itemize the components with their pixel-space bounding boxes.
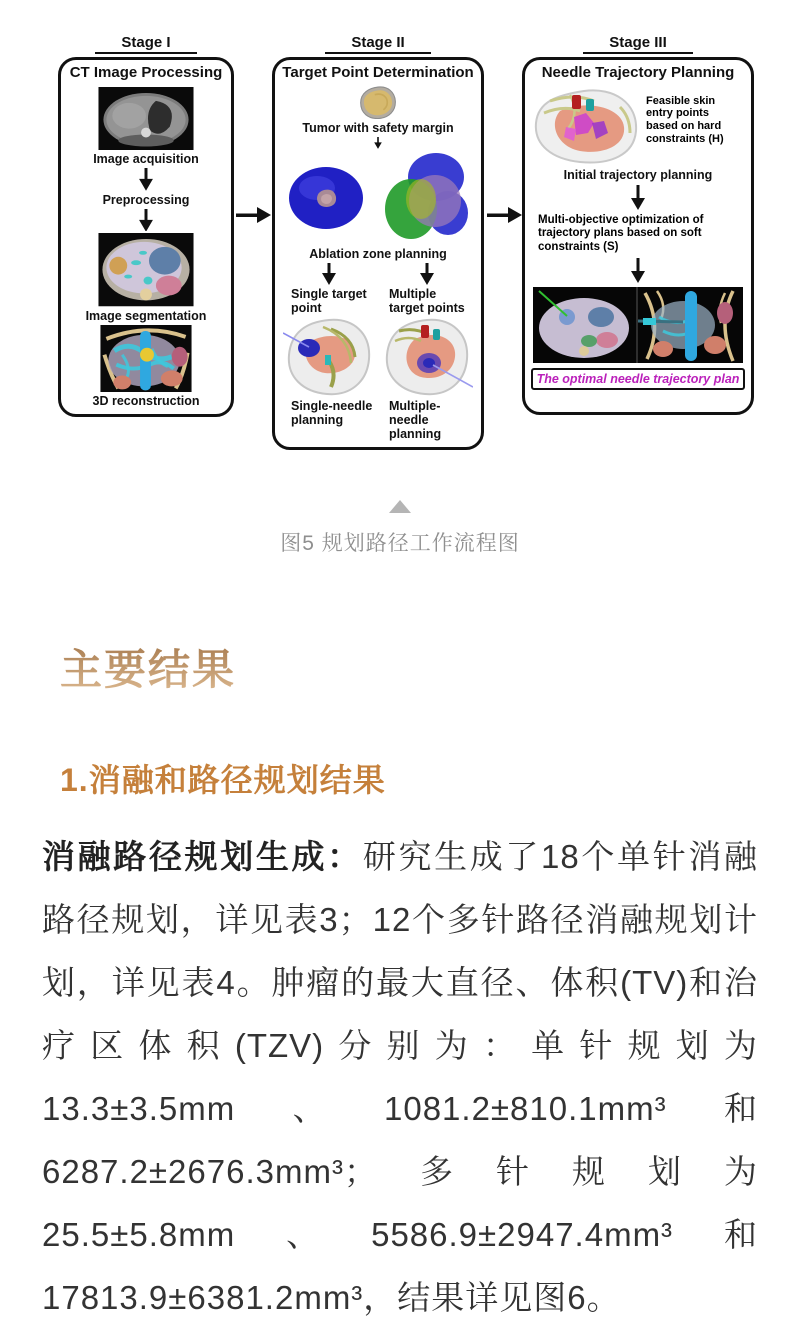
right-arrow-icon [487,206,523,224]
stage1-step-preprocessing: Preprocessing [102,192,190,207]
tumor-image [342,86,414,120]
stage3-feasible-label: Feasible skin entry points based on hard constraints (H) [646,94,724,146]
multiple-needle-image [381,317,473,397]
multiple-ablation-image [378,151,470,245]
stage3-title: Needle Trajectory Planning [541,64,735,81]
entry-points-image [530,87,642,165]
stage2-single-target-label: Single target point [291,287,367,315]
figure-caption-block [0,500,800,557]
down-arrow-icon [370,137,386,149]
figure-caption: 图5 规划路径工作流程图 [280,532,520,555]
stage1-step-segmentation: Image segmentation [85,308,207,323]
stage2-ablation-label: Ablation zone planning [309,247,447,261]
stage1-column [58,34,234,417]
down-arrow-icon [138,209,154,232]
stage3-label: Stage III [583,34,693,54]
stage1-step-acquisition: Image acquisition [93,151,199,166]
down-arrow-icon [630,258,646,284]
stage3-optimal-label: The optimal needle trajectory plan [531,368,746,390]
down-arrow-icon [138,168,154,191]
stage2-multiple-target-label: Multiple target points [389,287,465,315]
stage1-label: Stage I [95,34,196,54]
stage2-multiple-needle-label: Multiple-needle planning [389,399,442,441]
stage2-single-needle-label: Single-needle planning [291,399,373,427]
stage2-tumor-label: Tumor with safety margin [302,121,454,136]
down-arrow-icon [630,185,646,211]
single-needle-image [283,317,375,397]
sub-heading: 1.消融和路径规划结果 [60,762,386,798]
stage2-column [272,34,484,450]
stage3-initial-label: Initial trajectory planning [563,167,713,182]
stage1-title: CT Image Processing [69,64,223,81]
paragraph-lead: 消融路径规划生成： [42,838,363,875]
reconstruction-image [100,325,192,392]
workflow-figure [0,0,800,470]
stage2-label: Stage II [325,34,430,54]
stage2-box [272,57,484,450]
down-arrow-icon [321,263,337,285]
collapse-triangle-icon [389,500,411,513]
paragraph-body: 研究生成了18个单针消融路径规划，详见表3；12个多针路径消融规划计划，详见表4。肿瘤的最大直径、体积(TV)和治疗区体积(TZV)分别为：单针规划为13.3±3.5mm、1081.2±810.1mm³和6287.2±2676.3mm³；多针规划为25.5±5.8mm、5586.9±2947.4mm³和17813.9±6381.2mm³，结果详见图6。 [42,838,758,1316]
stage3-column [522,34,754,415]
stage1-box [58,57,234,417]
section-heading: 主要结果 [60,637,236,697]
results-paragraph [42,825,758,1329]
segmentation-image [98,233,194,306]
optimal-plan-image [533,287,743,363]
stage1-step-reconstruction: 3D reconstruction [92,393,200,408]
stage2-title: Target Point Determination [282,64,474,81]
ct-image [98,87,194,150]
stage3-optimization-label: Multi-objective optimization of trajectory plans based on soft constraints (S) [538,213,704,254]
right-arrow-icon [236,206,272,224]
down-arrow-icon [419,263,435,285]
single-ablation-image [286,164,366,232]
stage3-box [522,57,754,415]
